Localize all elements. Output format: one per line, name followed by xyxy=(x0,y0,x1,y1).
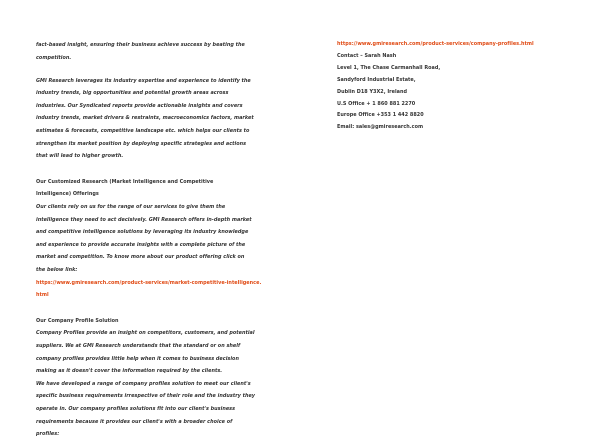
text-line: strengthen its market position by deploying specific strategies and actions xyxy=(36,140,247,147)
email-address[interactable]: Email: sales@gmiresearch.com xyxy=(337,124,424,131)
heading-line: Our Customized Research (Market Intelligence and Competitive xyxy=(36,178,214,185)
text-line: Our clients rely on us for the range of our services to give them the xyxy=(36,204,226,211)
text-line: estimates & forecasts, competitive landscape etc. which helps our clients to xyxy=(36,128,250,135)
text-line: GMI Research leverages its industry expertise and experience to identify the xyxy=(36,77,251,84)
text-line: industry trends, market drivers & restraints, macroeconomics factors, market xyxy=(36,115,254,122)
text-line: requirements because it provides our client's with a broader choice of xyxy=(36,418,233,425)
text-line: operate in. Our company profiles solutions fit into our client's business xyxy=(36,405,236,412)
europe-office-phone: Europe Office +353 1 442 8820 xyxy=(337,112,424,119)
address-line: Level 1, The Chase Carmanhall Road, xyxy=(337,64,441,71)
company-profile-heading: Our Company Profile Solution xyxy=(36,317,119,324)
text-line: profiles: xyxy=(36,431,60,438)
text-line: industries. Our Syndicated reports provide actionable insights and covers xyxy=(36,102,243,109)
link-line[interactable]: html xyxy=(36,292,49,299)
left-column xyxy=(36,39,272,441)
heading-line: Intelligence) Offerings xyxy=(36,191,99,198)
text-line: competition. xyxy=(36,54,72,61)
customized-research-paragraph xyxy=(36,201,272,277)
us-office-phone: U.S Office + 1 860 881 2270 xyxy=(337,100,416,107)
text-line: and experience to provide accurate insights with a complete picture of the xyxy=(36,241,246,248)
address-line: Sandyford Industrial Estate, xyxy=(337,76,416,83)
text-line: making as it doesn't cover the information required by the clients. xyxy=(36,368,223,375)
text-line: Company Profiles provide an insight on competitors, customers, and potential xyxy=(36,330,255,337)
text-line: specific business requirements irrespective of their role and the industry they xyxy=(36,393,256,400)
contact-block xyxy=(337,51,567,134)
customized-research-heading xyxy=(36,176,272,201)
text-line: that will lead to higher growth. xyxy=(36,153,124,160)
right-column xyxy=(337,39,567,134)
intro-paragraph xyxy=(36,39,272,64)
text-line: intelligence they need to act decisively. GMI Research offers in-depth market xyxy=(36,216,252,223)
text-line: We have developed a range of company profiles solution to meet our client's xyxy=(36,380,251,387)
text-line: industry trends, big opportunities and potential growth areas across xyxy=(36,90,229,97)
contact-name: Contact – Sarah Nash xyxy=(337,52,397,59)
link-line[interactable]: https://www.gmiresearch.com/product-services/market-competitive-intelligence. xyxy=(36,279,262,286)
text-line: the below link: xyxy=(36,267,78,273)
market-intelligence-link[interactable] xyxy=(36,277,272,302)
text-line: suppliers. We at GMI Research understands that the standard or on shelf xyxy=(36,342,241,349)
text-line: and competitive intelligence solutions by leveraging its industry knowledge xyxy=(36,229,249,236)
gmi-paragraph xyxy=(36,75,272,163)
address-line: Dublin D18 Y3X2, Ireland xyxy=(337,88,408,95)
text-line: company profiles provides little help when it comes to business decision xyxy=(36,355,239,362)
text-line: fact-based insight, ensuring their business achieve success by beating the xyxy=(36,42,245,48)
text-line: market and competition. To know more about our product offering click on xyxy=(36,254,245,261)
company-profiles-link[interactable]: https://www.gmiresearch.com/product-services/company-profiles.html xyxy=(337,41,534,47)
